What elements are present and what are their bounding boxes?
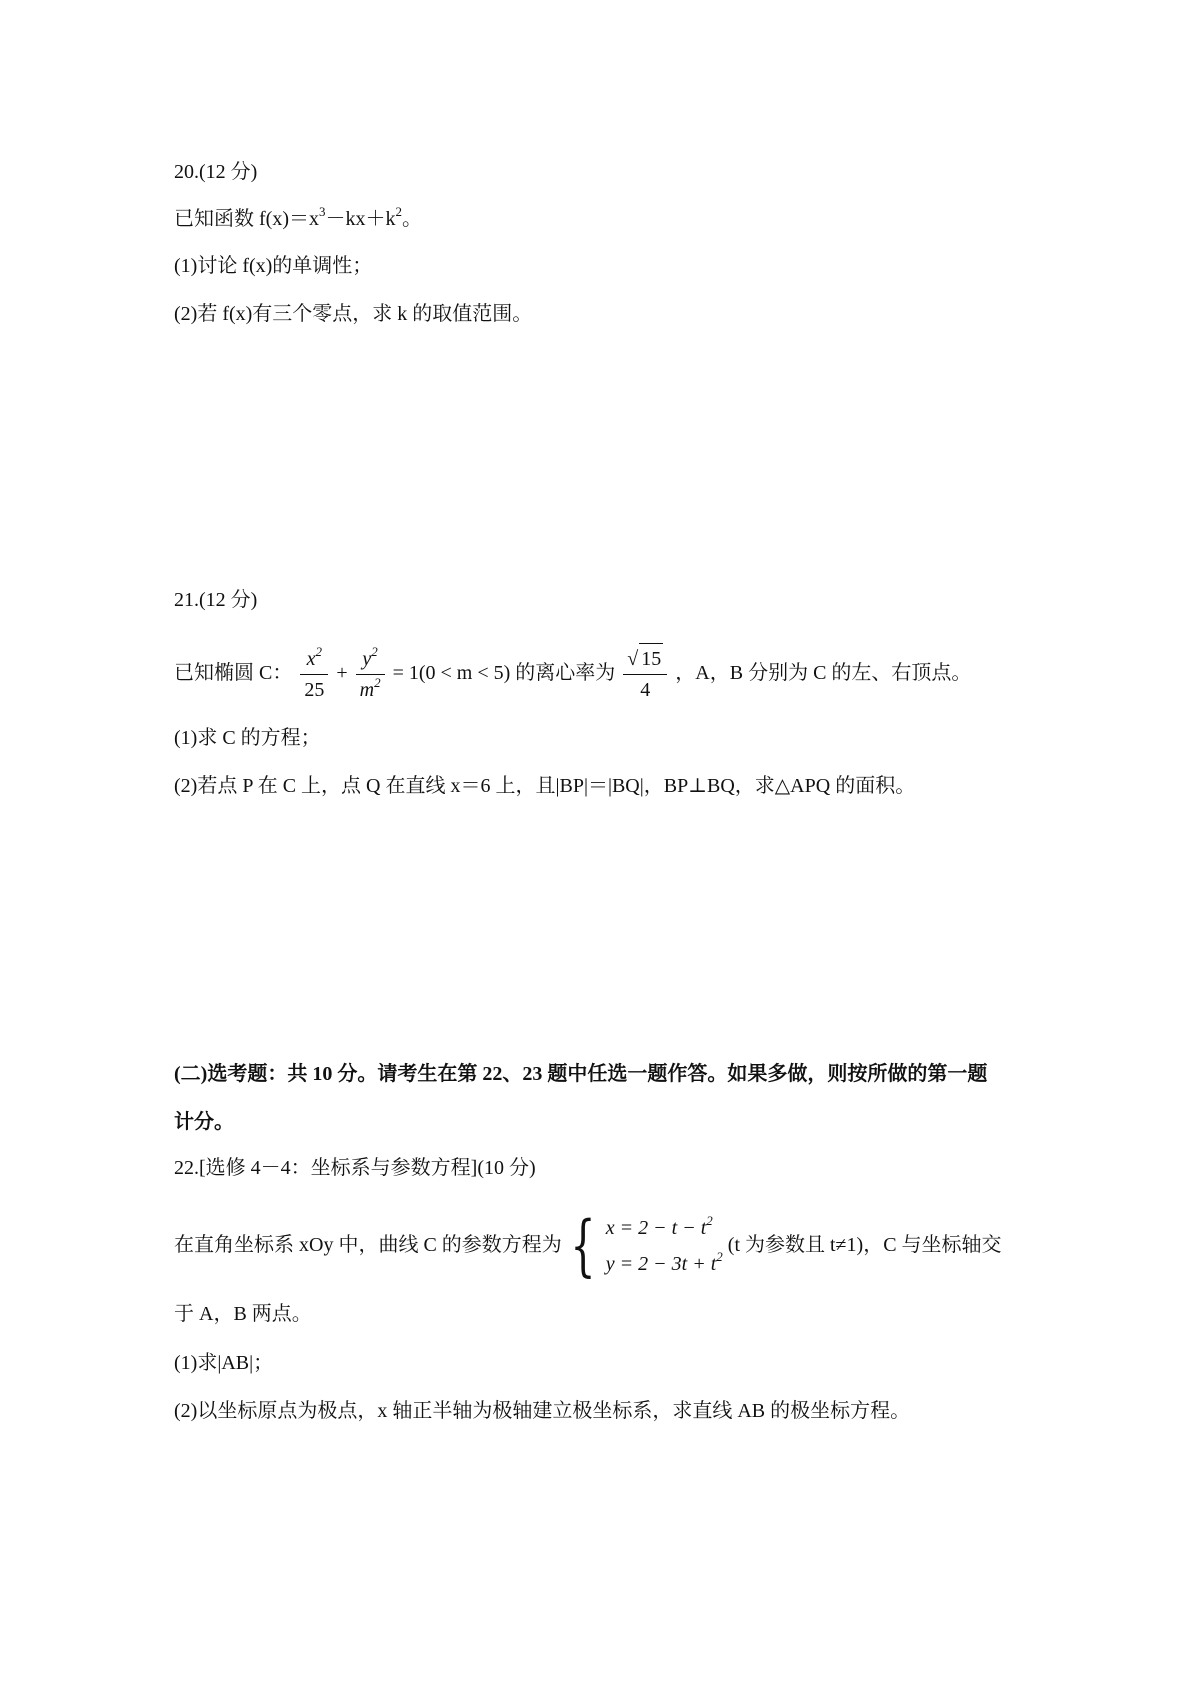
q20-part1: (1)讨论 f(x)的单调性； <box>174 255 373 277</box>
q22-part1: (1)求|AB|； <box>174 1352 274 1374</box>
q22-eq1-sup: 2 <box>706 1213 713 1229</box>
q22-stem-tail: (t 为参数且 t≠1)，C 与坐标轴交 <box>727 1234 1002 1256</box>
q21-fraction-y-over-m <box>356 644 385 705</box>
q21-mid-text: 的离心率为 <box>515 662 616 684</box>
q21-fraction-x-over-25 <box>300 644 328 705</box>
q21-frac1-num-sup: 2 <box>315 643 323 659</box>
q20-stem-exponent-2: 2 <box>395 204 402 219</box>
q20-part2: (2)若 f(x)有三个零点，求 k 的取值范围。 <box>174 303 533 325</box>
q22-stem <box>174 1205 1002 1285</box>
q21-header: 21.(12 分) <box>174 589 258 611</box>
q20-stem-text-c: 。 <box>401 208 422 230</box>
q21-plus: + <box>336 662 348 684</box>
q20-stem-text-a: 已知函数 f(x)＝x <box>174 208 319 230</box>
q21-eccentricity-fraction: $\frac{√ 15}{4}$ <box>623 643 667 705</box>
q21-frac2-num-sup: 2 <box>371 643 378 659</box>
q21-part2: (2)若点 P 在 C 上，点 Q 在直线 x＝6 上，且|BP|＝|BQ|，BP⊥BQ，求△APQ 的面积。 <box>174 775 916 797</box>
q20-stem-text-b: －kx＋k <box>325 208 396 230</box>
q21-eq-tail: = 1(0 < m < 5) <box>392 662 511 684</box>
q21-frac2-num: y <box>362 647 372 670</box>
q22-eq2: y = 2 − 3t + t <box>605 1253 717 1276</box>
section2-line2: 计分。 <box>174 1111 234 1133</box>
q21-ecc-radicand: 15 <box>639 643 663 674</box>
q21-stem-lead: 已知椭圆 C： <box>174 662 293 684</box>
q21-frac1-num: x <box>306 647 316 670</box>
q22-eq1: x = 2 − t − t <box>605 1217 707 1240</box>
section2-line1: (二)选考题：共 10 分。请考生在第 22、23 题中任选一题作答。如果多做，则按所做的第一题 <box>174 1063 988 1085</box>
q21-tail-text: ，A，B 分别为 C 的左、右顶点。 <box>675 662 972 684</box>
q22-part2: (2)以坐标原点为极点，x 轴正半轴为极轴建立极坐标系，求直线 AB 的极坐标方程。 <box>174 1400 911 1422</box>
q21-frac1-den: 25 <box>304 678 325 701</box>
q21-frac2-den-sup: 2 <box>374 674 381 690</box>
q22-stem-lead: 在直角坐标系 xOy 中，曲线 C 的参数方程为 <box>174 1234 562 1256</box>
q20-header: 20.(12 分) <box>174 161 258 183</box>
q21-part1: (1)求 C 的方程； <box>174 727 321 749</box>
q21-frac2-den: m <box>359 678 375 701</box>
q22-header: 22.[选修 4－4：坐标系与参数方程](10 分) <box>174 1157 536 1179</box>
left-brace-icon: { <box>570 1207 596 1285</box>
q21-ecc-den: 4 <box>640 679 651 702</box>
q21-stem <box>174 638 971 708</box>
q20-stem <box>174 205 422 233</box>
q22-stem-line2: 于 A，B 两点。 <box>174 1303 312 1325</box>
q22-parametric-system <box>606 1210 723 1282</box>
q20-stem-exponent-3: 3 <box>318 204 326 219</box>
q22-eq2-sup: 2 <box>716 1249 723 1265</box>
